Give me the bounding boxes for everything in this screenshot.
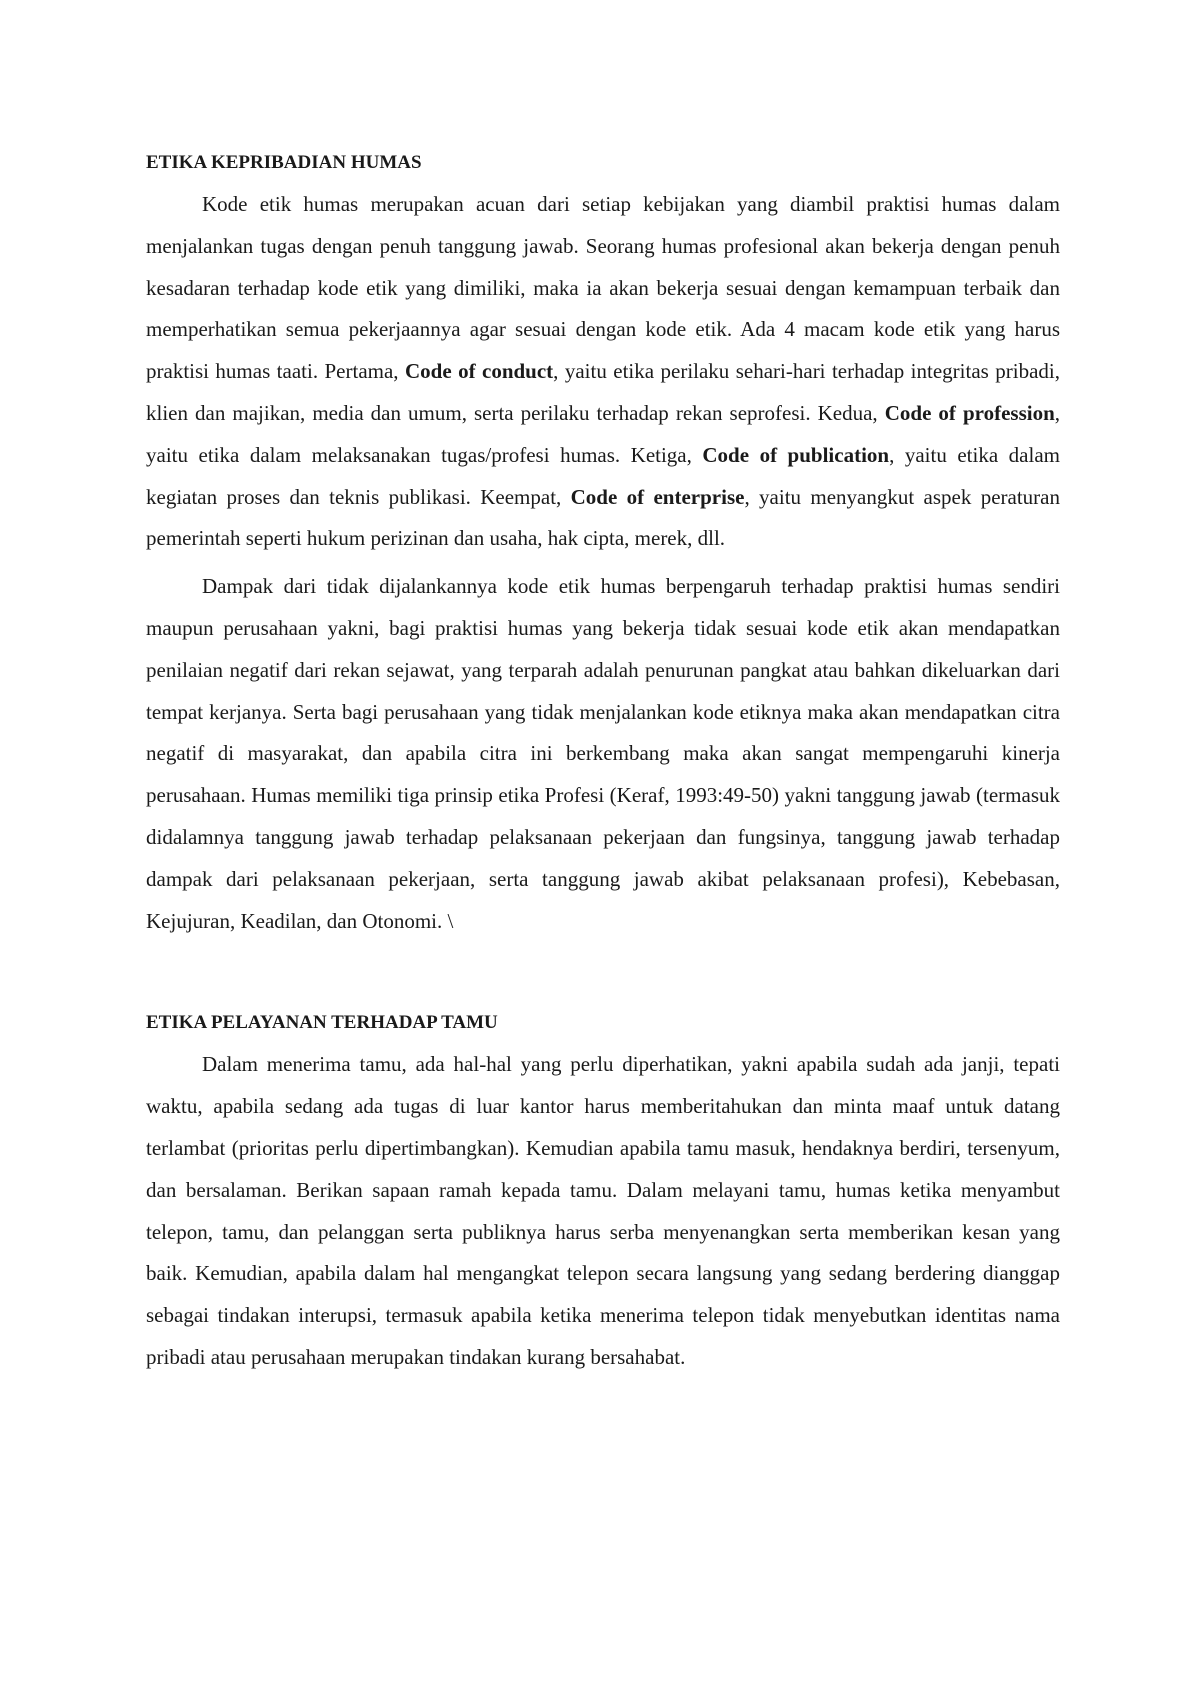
bold-term-code-of-profession: Code of profession xyxy=(884,400,1055,425)
text-run: , yaitu etika perilaku sehari-hari terhadap integritas pribadi, klien dan majikan, media dan umum, serta perilaku terhadap rekan seprofesi. Kedua, xyxy=(146,359,1060,425)
bold-term-code-of-conduct: Code of conduct xyxy=(404,359,554,384)
paragraph-kode-etik xyxy=(146,184,1060,560)
text-run: , yaitu etika dalam kegiatan proses dan teknis publikasi. Keempat, xyxy=(146,442,1060,509)
bold-term-code-of-enterprise: Code of enterprise xyxy=(570,484,745,509)
section-spacer xyxy=(146,942,1060,1002)
section-heading-etika-pelayanan: ETIKA PELAYANAN TERHADAP TAMU xyxy=(146,1012,498,1034)
paragraph-menerima-tamu: Dalam menerima tamu, ada hal-hal yang perlu diperhatikan, yakni apabila sudah ada janji, tepati waktu, apabila sedang ada tugas di luar kantor harus memberitahukan dan minta maaf untuk datang terlambat (prioritas perlu dipertimbangkan). Kemudian apabila tamu masuk, hendaknya berdiri, tersenyum, dan bersalaman. Berikan sapaan ramah kepada tamu. Dalam melayani tamu, humas ketika menyambut telepon, tamu, dan pelanggan serta publiknya harus serba menyenangkan serta memberikan kesan yang baik. Kemudian, apabila dalam hal mengangkat telepon secara langsung yang sedang berdering dianggap sebagai tindakan interupsi, termasuk apabila ketika menerima telepon tidak menyebutkan identitas nama pribadi atau perusahaan merupakan tindakan kurang bersahabat. xyxy=(146,1052,1060,1369)
document-page xyxy=(146,142,1060,1379)
bold-term-code-of-publication: Code of publication xyxy=(702,442,890,467)
paragraph-dampak: Dampak dari tidak dijalankannya kode etik humas berpengaruh terhadap praktisi humas sendiri maupun perusahaan yakni, bagi praktisi humas yang bekerja tidak sesuai kode etik akan mendapatkan penilaian negatif dari rekan sejawat, yang terparah adalah penurunan pangkat atau bahkan dikeluarkan dari tempat kerjanya. Serta bagi perusahaan yang tidak menjalankan kode etiknya maka akan mendapatkan citra negatif di masyarakat, dan apabila citra ini berkembang maka akan sangat mempengaruhi kinerja perusahaan. Humas memiliki tiga prinsip etika Profesi (Keraf, 1993:49-50) yakni tanggung jawab (termasuk didalamnya tanggung jawab terhadap pelaksanaan pekerjaan dan fungsinya, tanggung jawab terhadap dampak dari pelaksanaan pekerjaan, serta tanggung jawab akibat pelaksanaan profesi), Kebebasan, Kejujuran, Keadilan, dan Otonomi. \ xyxy=(146,574,1060,933)
section-heading-etika-kepribadian: ETIKA KEPRIBADIAN HUMAS xyxy=(146,152,422,173)
text-run: Kode etik humas merupakan acuan dari setiap kebijakan yang diambil praktisi humas dalam menjalankan tugas dengan penuh tanggung jawab. Seorang humas profesional akan bekerja dengan penuh kesadaran terhadap kode etik yang dimiliki, maka ia akan bekerja sesuai dengan kemampuan terbaik dan memperhatikan semua pekerjaannya agar sesuai dengan kode etik. Ada 4 macam kode etik yang harus praktisi humas taati. Pertama, xyxy=(146,192,1060,384)
text-run: , yaitu etika dalam melaksanakan tugas/profesi humas. Ketiga, xyxy=(146,400,1060,467)
text-run: , yaitu menyangkut aspek peraturan pemerintah seperti hukum perizinan dan usaha, hak cipta, merek, dll. xyxy=(146,484,1060,551)
